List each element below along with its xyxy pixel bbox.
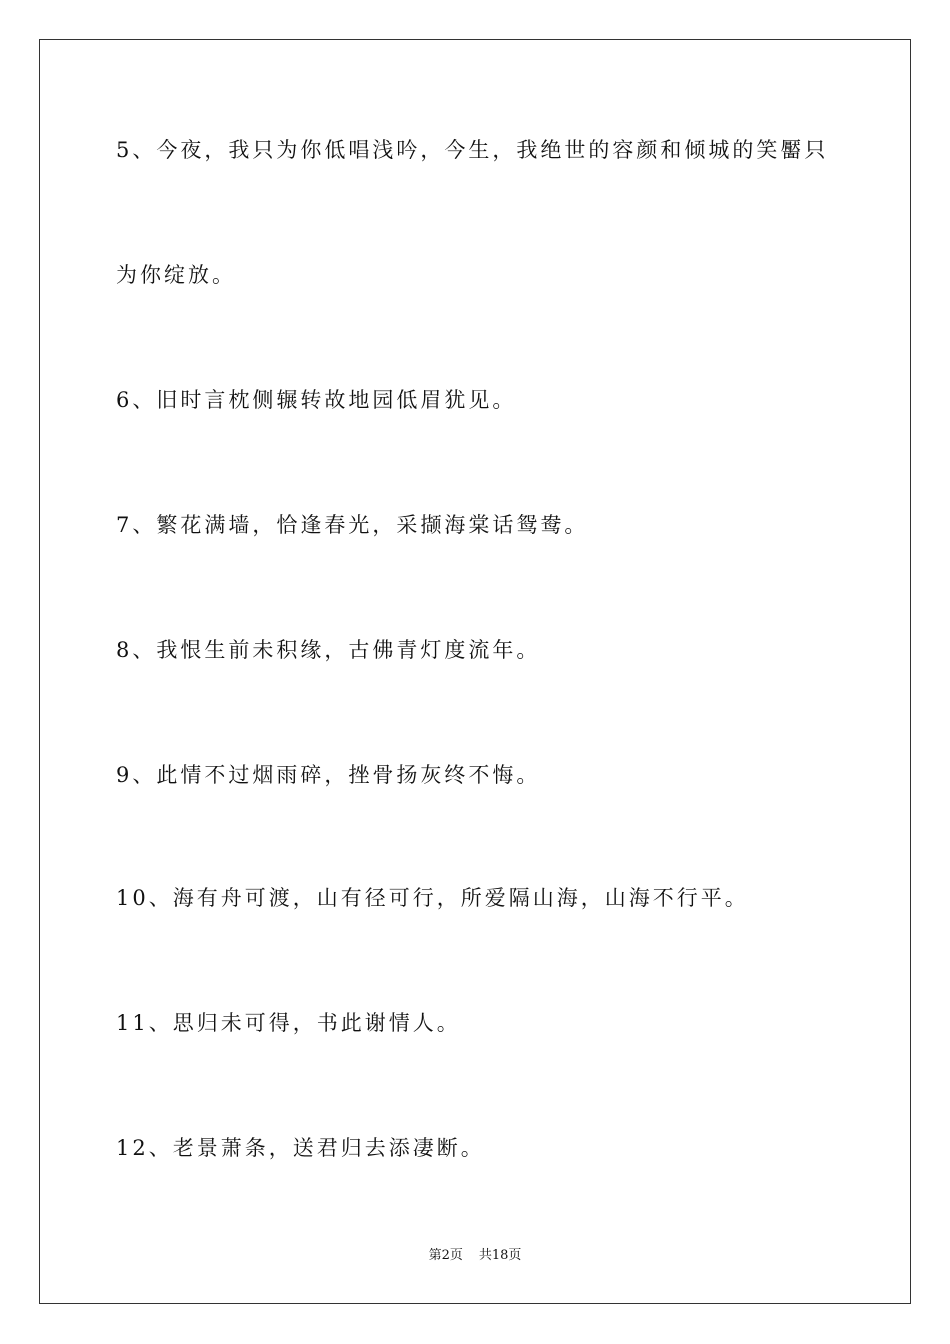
text-line-11: 11、思归未可得，书此谢情人。	[116, 1011, 461, 1035]
page-total: 共18页	[478, 1248, 522, 1263]
text-line-6: 6、旧时言枕侧辗转故地园低眉犹见。	[116, 388, 517, 412]
page-footer	[0, 1247, 950, 1265]
text-line-10: 10、海有舟可渡，山有径可行，所爱隔山海，山海不行平。	[116, 886, 749, 910]
text-line-5-part2: 为你绽放。	[116, 263, 236, 287]
text-line-5-part1: 5、今夜，我只为你低唱浅吟，今生，我绝世的容颜和倾城的笑靨只	[116, 138, 829, 162]
page-border	[39, 39, 911, 1304]
page-number: 第2页	[428, 1248, 463, 1263]
text-line-7: 7、繁花满墙，恰逢春光，采撷海棠话鸳鸯。	[116, 513, 589, 537]
text-line-8: 8、我恨生前未积缘，古佛青灯度流年。	[116, 638, 541, 662]
text-line-9: 9、此情不过烟雨碎，挫骨扬灰终不悔。	[116, 763, 541, 787]
text-line-12: 12、老景萧条，送君归去添凄断。	[116, 1136, 485, 1160]
